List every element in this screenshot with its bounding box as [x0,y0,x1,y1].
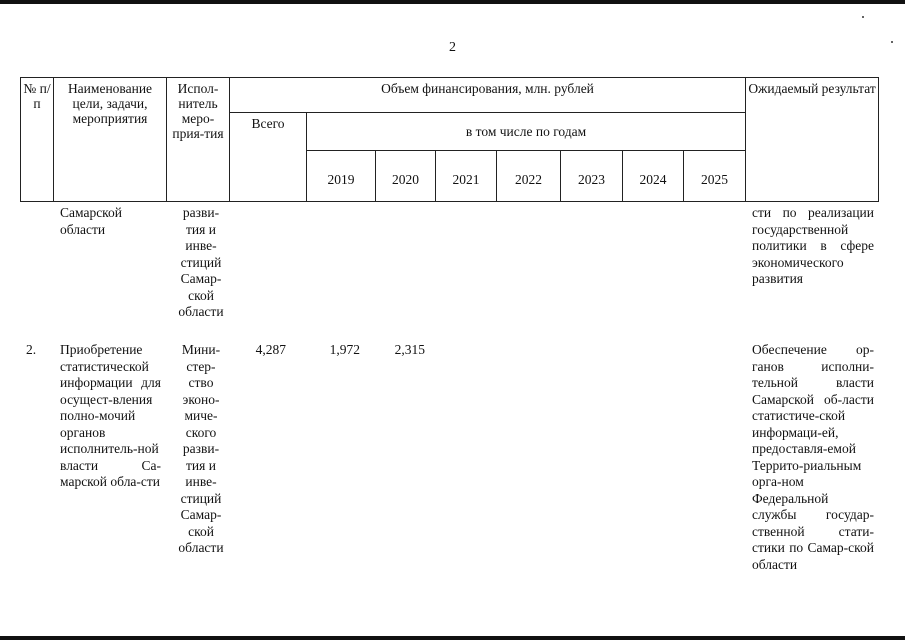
row-2-name: Приобретение статистической информации для осущест-вления полно-мочий органов исполнитель-ной власти Са-марской обла-сти [60,342,161,489]
row-2-total: 4,287 [255,342,286,357]
row-2-executor: Мини-стер-ство эконо-миче-ского разви-тия и инве-стиций Самар-ской области [178,342,224,555]
scan-border-top [0,0,905,4]
header-result: Ожидаемый результат [746,78,879,202]
header-year: 2022 [497,151,561,202]
row-cont-result: сти по реализации государственной политики в сфере экономического развития [752,205,874,286]
header-by-years: в том числе по годам [307,113,746,151]
scan-speck [862,16,864,18]
row-2-result: Обеспечение ор-ганов исполни-тельной власти Самарской об-ласти статистиче-ской информаци-ей, предоставля-емой Террито-риальным орга-ном Федеральной службы государ-ственной стати-стики по Самар-ской области [752,342,874,572]
page-number: 2 [449,40,456,55]
financing-table-header [20,77,879,202]
row-cont-name: Самарской области [60,205,123,237]
header-year: 2021 [436,151,497,202]
header-year: 2023 [561,151,623,202]
row-2-2019: 1,972 [329,342,360,357]
header-executor: Испол-нитель меро-прия-тия [167,78,230,202]
header-year: 2019 [307,151,376,202]
header-year: 2025 [684,151,746,202]
header-year: 2020 [376,151,436,202]
row-2-number: 2. [26,342,37,357]
header-name: Наименование цели, задачи, мероприятия [54,78,167,202]
row-2-2020: 2,315 [394,342,425,357]
header-number: № п/п [21,78,54,202]
row-cont-executor: разви-тия и инве-стиций Самар-ской области [178,205,224,319]
header-year: 2024 [623,151,684,202]
header-funding: Объем финансирования, млн. рублей [230,78,746,113]
scan-border-bottom [0,636,905,640]
header-total: Всего [230,113,307,202]
